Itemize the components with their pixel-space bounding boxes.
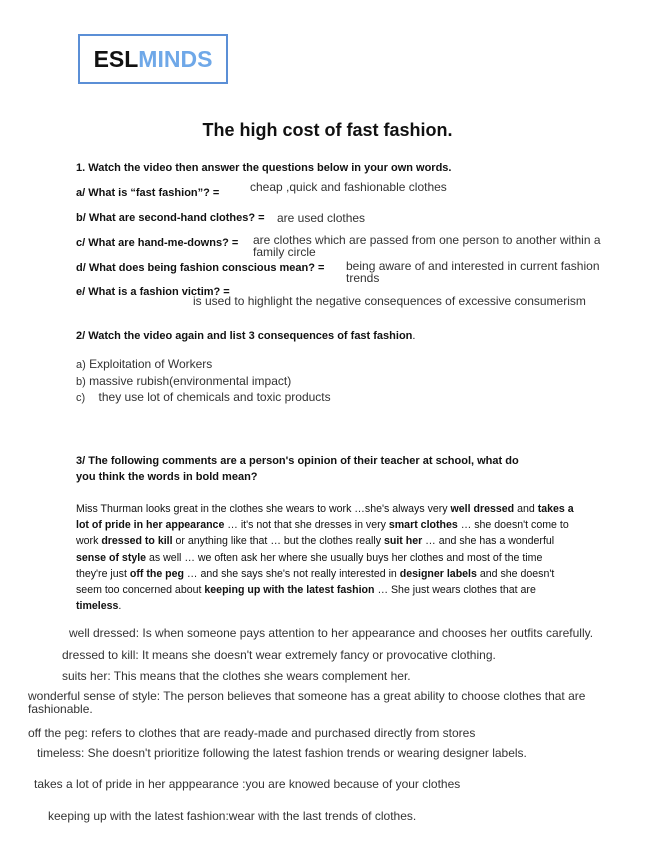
answer-well-dressed[interactable]: well dressed: Is when someone pays attention to her appearance and chooses her outfits carefully. — [69, 626, 594, 640]
bold-term: sense of style — [76, 551, 147, 564]
consequence-a-text: Exploitation of Workers — [89, 357, 213, 371]
answer-c[interactable]: are clothes which are passed from one person to another within a family circle — [253, 233, 601, 259]
consequence-b-marker: b) — [76, 376, 86, 388]
paragraph-text: as well … we often ask her where she usually buys her clothes and most of the time they're just — [76, 551, 543, 580]
consequence-c-marker: c) — [76, 392, 86, 404]
question-c: c/ What are hand-me-downs? = — [76, 237, 239, 249]
paragraph-text: … she doesn't come to work — [76, 519, 569, 548]
paragraph-text: … She just wears clothes that are — [374, 584, 536, 597]
answer-d[interactable]: being aware of and interested in current fashion trends — [346, 259, 600, 285]
teacher-paragraph — [76, 501, 576, 614]
bold-term: dressed to kill — [101, 535, 173, 548]
bold-term: keeping up with the latest fashion — [204, 584, 375, 597]
bold-term: designer labels — [399, 567, 477, 580]
answer-pride-appearance[interactable]: takes a lot of pride in her apppearance :you are knowed because of your clothes — [34, 777, 461, 791]
bold-term: timeless — [76, 600, 119, 613]
section1-heading: 1. Watch the video then answer the questions below in your own words. — [76, 162, 452, 174]
answer-suits-her[interactable]: suits her: This means that the clothes she wears complement her. — [62, 669, 411, 683]
paragraph-text: … and she has a wonderful — [422, 535, 555, 548]
bold-term: smart clothes — [388, 519, 458, 532]
bold-term: off the peg — [129, 567, 184, 580]
question-a: a/ What is “fast fashion”? = — [76, 187, 220, 199]
bold-term: suit her — [383, 535, 423, 548]
answer-dressed-to-kill[interactable]: dressed to kill: It means she doesn't wear extremely fancy or provocative clothing. — [62, 648, 496, 662]
answer-keeping-up[interactable]: keeping up with the latest fashion:wear with the last trends of clothes. — [48, 809, 417, 823]
consequence-b[interactable] — [76, 374, 291, 388]
section2-heading-row — [76, 326, 415, 344]
page-title: The high cost of fast fashion. — [202, 120, 453, 140]
bold-term: takes a lot of pride in her appearance — [76, 503, 574, 532]
logo-minds: MINDS — [138, 45, 213, 72]
answer-sense-of-style[interactable]: wonderful sense of style: The person believes that someone has a great ability to choose clothes that are fashionable. — [28, 689, 586, 716]
paragraph-text: and — [514, 503, 538, 515]
paragraph-text: . — [118, 600, 122, 613]
question-b: b/ What are second-hand clothes? = — [76, 212, 265, 224]
paragraph-text: or anything like that … but the clothes really — [172, 535, 384, 548]
logo-esl: ESL — [93, 45, 139, 72]
section2-heading: 2/ Watch the video again and list 3 consequences of fast fashion — [76, 330, 413, 342]
answer-a[interactable]: cheap ,quick and fashionable clothes — [250, 180, 447, 194]
consequence-a[interactable] — [76, 357, 212, 371]
answer-b[interactable]: are used clothes — [277, 211, 366, 225]
paragraph-text: Miss Thurman looks great in the clothes she wears to work …she's always very — [76, 503, 451, 515]
section3-heading-line2: you think the words in bold mean? — [76, 471, 258, 483]
paragraph-text: and she doesn't seem too concerned about — [76, 567, 555, 597]
section3-heading-line1: 3/ The following comments are a person's opinion of their teacher at school, what do — [76, 455, 519, 467]
consequence-c-text: they use lot of chemicals and toxic products — [98, 390, 331, 404]
consequence-c[interactable] — [76, 390, 331, 404]
bold-term: well dressed — [450, 503, 515, 515]
paragraph-text: … and she says she's not really interested in — [183, 567, 400, 580]
question-e: e/ What is a fashion victim? = — [76, 286, 230, 298]
answer-e[interactable]: is used to highlight the negative consequences of excessive consumerism — [193, 294, 586, 308]
paragraph-text: … it's not that she dresses in very — [224, 519, 389, 532]
answer-timeless[interactable]: timeless: She doesn't prioritize following the latest fashion trends or wearing designer labels. — [37, 746, 527, 760]
answer-off-the-peg[interactable]: off the peg: refers to clothes that are ready-made and purchased directly from stores — [28, 726, 476, 740]
question-d: d/ What does being fashion conscious mean? = — [76, 262, 325, 274]
eslminds-logo — [78, 34, 228, 84]
section2-heading-end: . — [412, 330, 416, 342]
consequence-a-marker: a) — [76, 359, 86, 371]
consequence-b-text: massive rubish(environmental impact) — [89, 374, 292, 388]
